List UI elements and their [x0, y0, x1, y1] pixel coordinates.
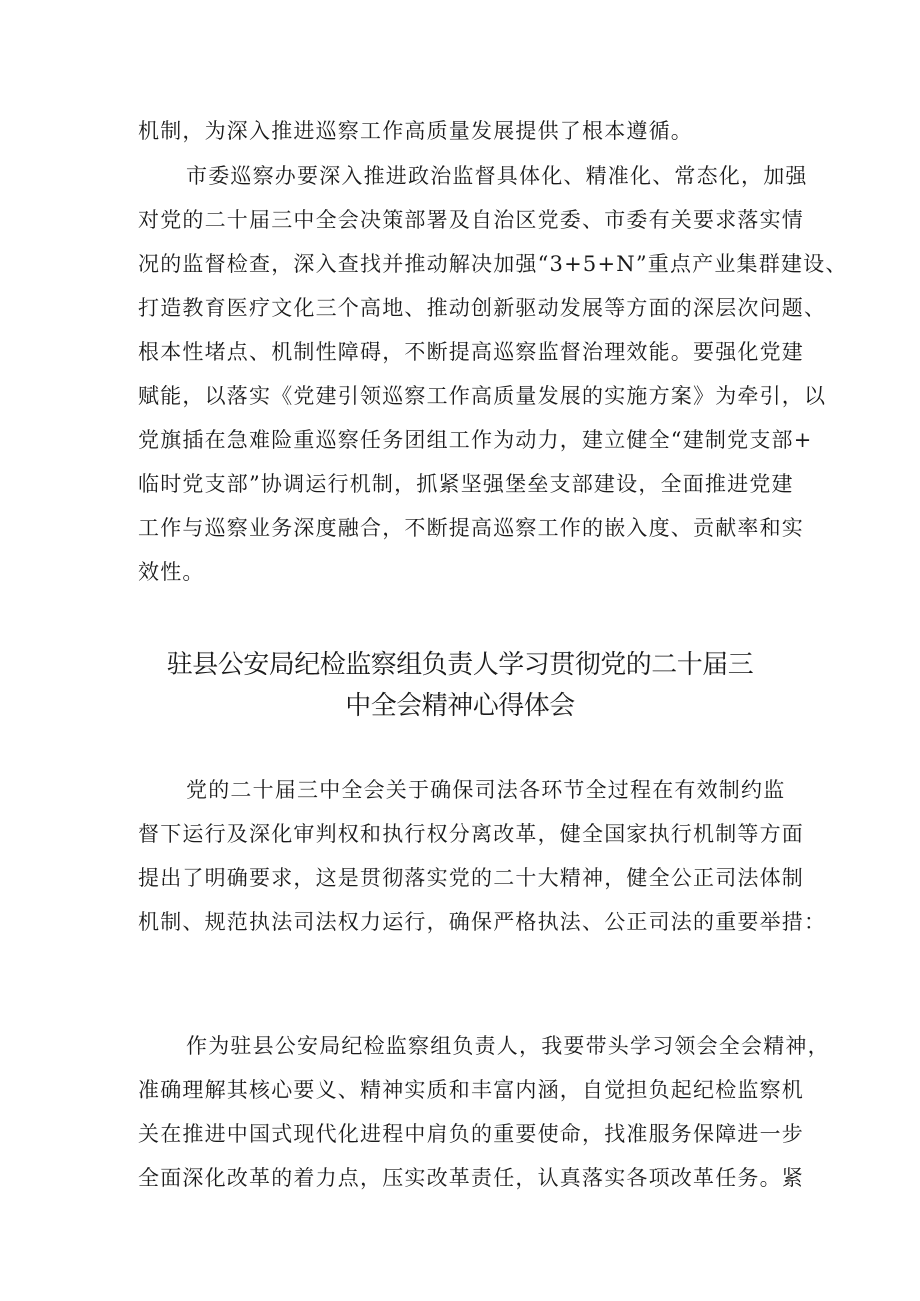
paragraph-line: 况的监督检查，深入查找并推动解决加强“3+5+N”重点产业集群建设、	[138, 252, 848, 276]
title-line: 驻县公安局纪检监察组负责人学习贯彻党的二十届三	[166, 650, 754, 680]
paragraph-line: 提出了明确要求，这是贯彻落实党的二十大精神，健全公正司法体制	[138, 866, 804, 890]
paragraph-line: 工作与巡察业务深度融合，不断提高巡察工作的嵌入度、贡献率和实	[138, 516, 804, 540]
paragraph-line: 效性。	[138, 560, 205, 584]
paragraph-line: 关在推进中国式现代化进程中肩负的重要使命，找准服务保障进一步	[138, 1122, 804, 1146]
paragraph-line: 准确理解其核心要义、精神实质和丰富内涵，自觉担负起纪检监察机	[138, 1078, 804, 1102]
paragraph-line: 根本性堵点、机制性障碍，不断提高巡察监督治理效能。要强化党建	[138, 340, 804, 364]
paragraph-line: 作为驻县公安局纪检监察组负责人，我要带头学习领会全会精神，	[186, 1034, 830, 1058]
paragraph-line: 党旗插在急难险重巡察任务团组工作为动力，建立健全“建制党支部+	[138, 428, 813, 452]
paragraph-line: 党的二十届三中全会关于确保司法各环节全过程在有效制约监	[186, 778, 786, 802]
paragraph-line: 对党的二十届三中全会决策部署及自治区党委、市委有关要求落实情	[138, 208, 804, 232]
paragraph-line: 全面深化改革的着力点，压实改革责任，认真落实各项改革任务。紧	[138, 1166, 804, 1190]
paragraph-line: 赋能，以落实《党建引领巡察工作高质量发展的实施方案》为牵引，以	[138, 384, 827, 408]
paragraph-line: 督下运行及深化审判权和执行权分离改革，健全国家执行机制等方面	[138, 822, 804, 846]
paragraph-line: 市委巡察办要深入推进政治监督具体化、精准化、常态化，加强	[186, 164, 808, 188]
paragraph-line: 机制、规范执法司法权力运行，确保严格执法、公正司法的重要举措：	[138, 910, 827, 934]
continuation-line: 机制，为深入推进巡察工作高质量发展提供了根本遵循。	[138, 119, 693, 143]
paragraph-line: 临时党支部”协调运行机制，抓紧坚强堡垒支部建设，全面推进党建	[138, 472, 794, 496]
title-line: 中全会精神心得体会	[345, 691, 575, 721]
paragraph-line: 打造教育医疗文化三个高地、推动创新驱动发展等方面的深层次问题、	[138, 296, 827, 320]
